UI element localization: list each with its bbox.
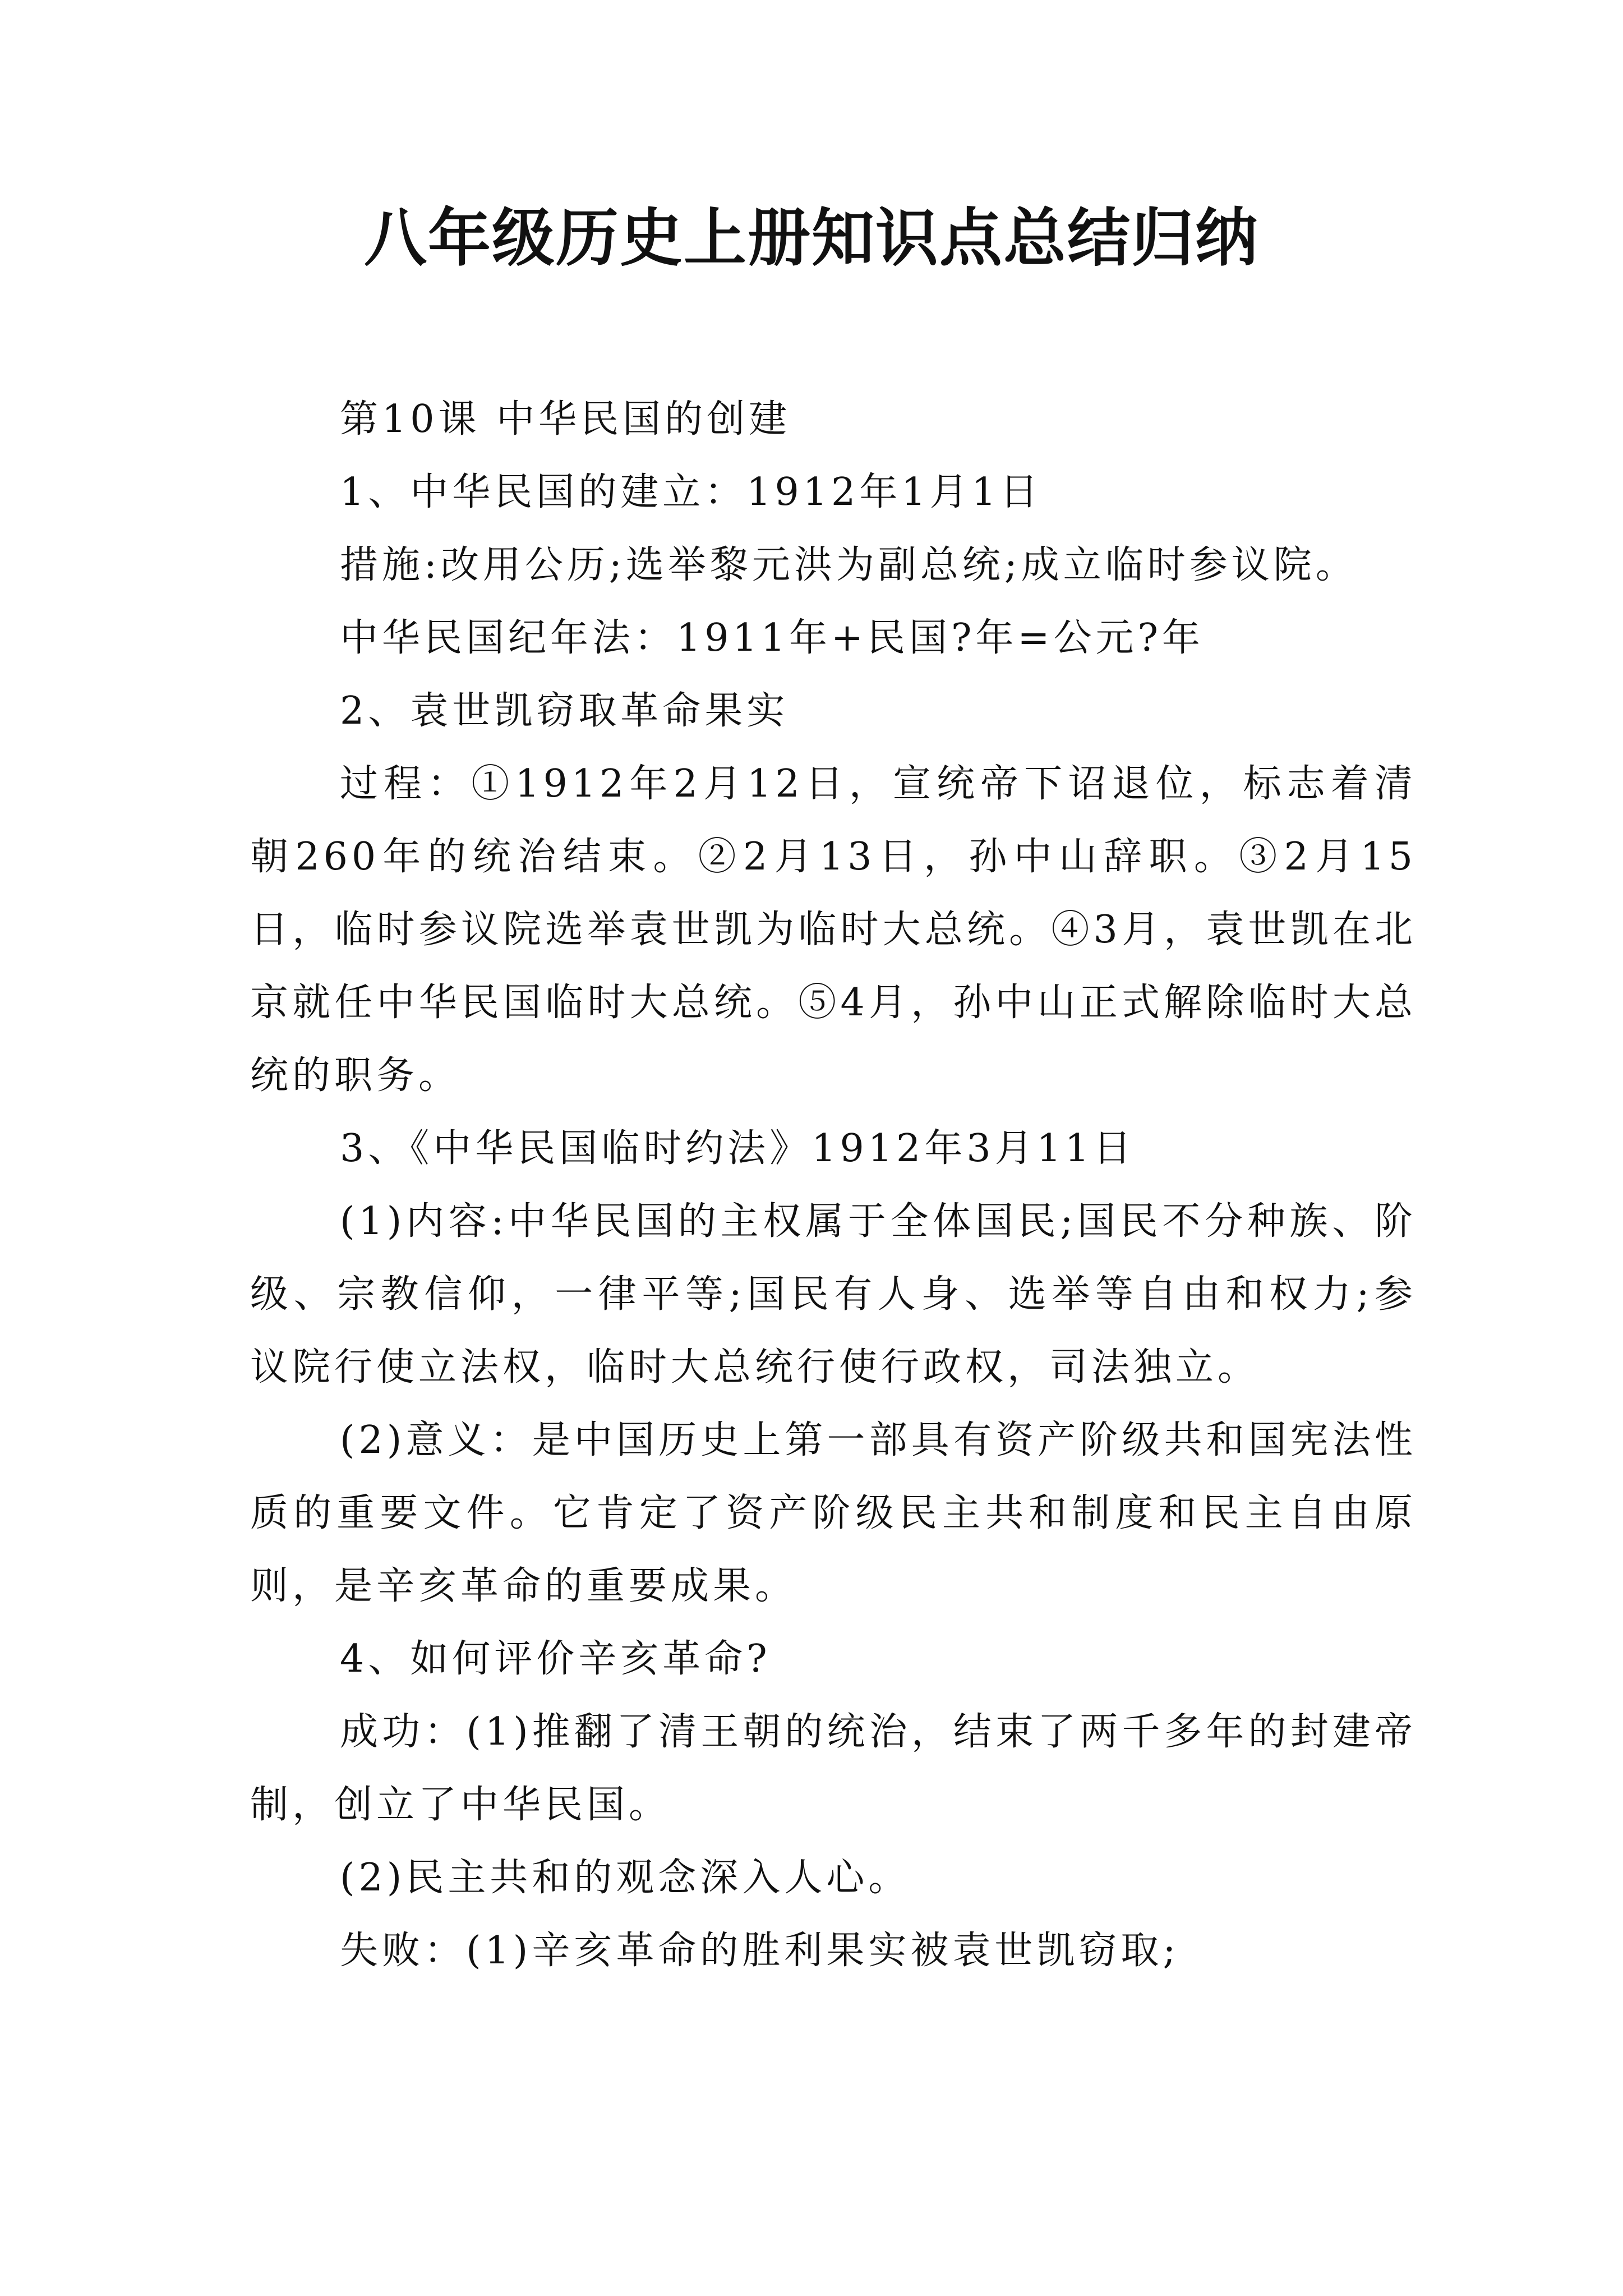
- paragraph-failure-1: 失败：(1)辛亥革命的胜利果实被袁世凯窃取;: [340, 1929, 1180, 1973]
- section-heading-evaluation: 4、如何评价辛亥革命?: [340, 1637, 771, 1681]
- paragraph-measures: 措施:改用公历;选举黎元洪为副总统;成立临时参议院。: [340, 543, 1358, 587]
- section-heading-founding: 1、中华民国的建立：1912年1月1日: [340, 470, 1042, 514]
- section-heading-yuan: 2、袁世凯窃取革命果实: [340, 689, 789, 733]
- paragraph-process: 过程：①1912年2月12日，宣统帝下诏退位，标志着清朝260年的统治结束。②2月13日，孙中山辞职。③2月15日，临时参议院选举袁世凯为临时大总统。④3月，袁世凯在北京就任中华民国临时大总统。⑤4月，孙中山正式解除临时大总统的职务。: [250, 762, 1417, 1098]
- document-body: [250, 383, 1417, 1987]
- lesson-heading: 第10课 中华民国的创建: [340, 397, 791, 441]
- paragraph-content: (1)内容:中华民国的主权属于全体国民;国民不分种族、阶级、宗教信仰，一律平等;国民有人身、选举等自由和权力;参议院行使立法权，临时大总统行使行政权，司法独立。: [250, 1199, 1417, 1389]
- paragraph-success-2: (2)民主共和的观念深入人心。: [340, 1856, 911, 1900]
- paragraph-calendar: 中华民国纪年法：1911年+民国?年=公元?年: [340, 616, 1204, 660]
- section-heading-constitution: 3、《中华民国临时约法》1912年3月11日: [340, 1126, 1136, 1171]
- paragraph-success-1: 成功：(1)推翻了清王朝的统治，结束了两千多年的封建帝制，创立了中华民国。: [250, 1710, 1417, 1827]
- document-title: 八年级历史上册知识点总结归纳: [364, 201, 1259, 275]
- paragraph-significance: (2)意义：是中国历史上第一部具有资产阶级共和国宪法性质的重要文件。它肯定了资产阶级民主共和制度和民主自由原则，是辛亥革命的重要成果。: [250, 1418, 1417, 1608]
